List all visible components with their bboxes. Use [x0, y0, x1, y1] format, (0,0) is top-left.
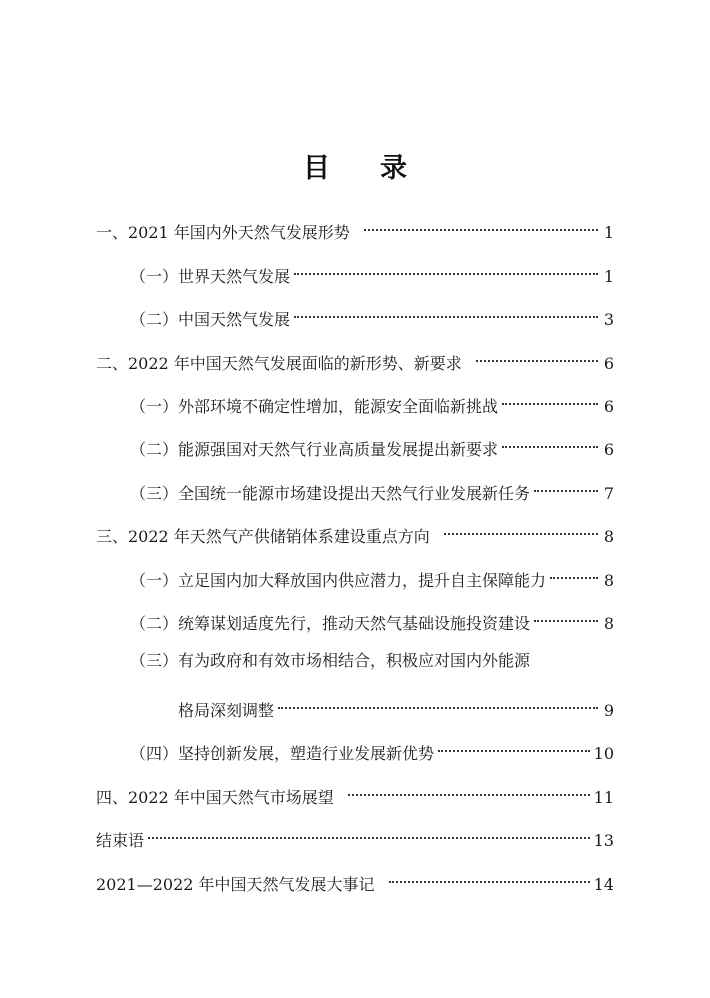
toc-entry-title: （二）中国天然气发展: [130, 310, 291, 329]
toc-entry-page: 6: [603, 397, 614, 416]
page-title: [0, 146, 710, 185]
toc-entry-title: 四、2022 年中国天然气市场展望: [96, 788, 334, 807]
toc-leader: [438, 735, 590, 759]
toc-entry-page: 1: [603, 223, 614, 242]
toc-entry-page: 10: [593, 744, 614, 763]
toc-leader: [502, 431, 598, 455]
toc-entry-title: 二、2022 年中国天然气发展面临的新形势、新要求: [96, 354, 462, 373]
toc-entry-title: 2021—2022 年中国天然气发展大事记: [96, 875, 375, 894]
toc-entry-title: （三）有为政府和有效市场相结合，积极应对国内外能源: [130, 651, 531, 670]
toc-leader: [364, 214, 598, 238]
toc-entry[interactable]: [96, 779, 614, 807]
toc-entry-page: 3: [603, 310, 614, 329]
toc-entry-page: 8: [603, 614, 614, 633]
toc-leader: [550, 562, 598, 586]
toc-entry-continuation[interactable]: [178, 692, 614, 720]
toc-entry-title: （二）能源强国对天然气行业高质量发展提出新要求: [130, 440, 499, 459]
toc-entry-title: （三）全国统一能源市场建设提出天然气行业发展新任务: [130, 484, 531, 503]
toc-entry[interactable]: [96, 345, 614, 373]
toc-entry-page: 6: [603, 440, 614, 459]
toc-leader: [389, 866, 590, 890]
toc-entry[interactable]: [130, 562, 614, 590]
toc-entry-title: 三、2022 年天然气产供储销体系建设重点方向: [96, 527, 430, 546]
toc-entry-title: （一）世界天然气发展: [130, 267, 291, 286]
toc-entry-title: （二）统筹谋划适度先行，推动天然气基础设施投资建设: [130, 614, 531, 633]
toc-leader: [294, 301, 598, 325]
toc-entry-page: 8: [603, 527, 614, 546]
toc-entry[interactable]: [96, 866, 614, 894]
title-char-2: 录: [380, 153, 407, 184]
toc-entry[interactable]: [96, 214, 614, 242]
toc-entry[interactable]: [130, 431, 614, 459]
toc-entry[interactable]: [96, 822, 614, 850]
toc-entry-page: 11: [593, 788, 614, 807]
toc-entry-page: 1: [603, 267, 614, 286]
toc-entry[interactable]: [130, 388, 614, 416]
toc-entry[interactable]: [130, 735, 614, 763]
toc-entry-page: 9: [603, 701, 614, 720]
toc-entry-page: 6: [603, 354, 614, 373]
toc-entry-title: （一）外部环境不确定性增加，能源安全面临新挑战: [130, 397, 499, 416]
toc-leader: [534, 605, 598, 629]
title-char-1: 目: [303, 153, 330, 184]
toc-entry[interactable]: [130, 475, 614, 503]
toc-leader: [502, 388, 598, 412]
toc-entry-page: 8: [603, 571, 614, 590]
toc-leader: [278, 692, 598, 716]
toc-leader: [294, 258, 598, 282]
toc-leader: [148, 822, 590, 846]
toc-entry[interactable]: [130, 258, 614, 286]
toc-leader: [476, 345, 598, 369]
toc-entry-title: 结束语: [96, 831, 145, 850]
toc-entry[interactable]: [130, 605, 614, 633]
toc-entry-page: 14: [593, 875, 614, 894]
toc-entry-page: 7: [603, 484, 614, 503]
toc-entry-title: （四）坚持创新发展，塑造行业发展新优势: [130, 744, 435, 763]
toc-leader: [534, 475, 598, 499]
toc-leader: [348, 779, 590, 803]
toc-entry[interactable]: [130, 301, 614, 329]
toc-entry-title: （一）立足国内加大释放国内供应潜力，提升自主保障能力: [130, 571, 547, 590]
toc-entry[interactable]: [130, 649, 614, 673]
toc-entry-title: 一、2021 年国内外天然气发展形势: [96, 223, 350, 242]
toc-entry-page: 13: [593, 831, 614, 850]
toc-entry-title: 格局深刻调整: [178, 701, 275, 720]
toc-leader: [444, 518, 598, 542]
toc-entry[interactable]: [96, 518, 614, 546]
